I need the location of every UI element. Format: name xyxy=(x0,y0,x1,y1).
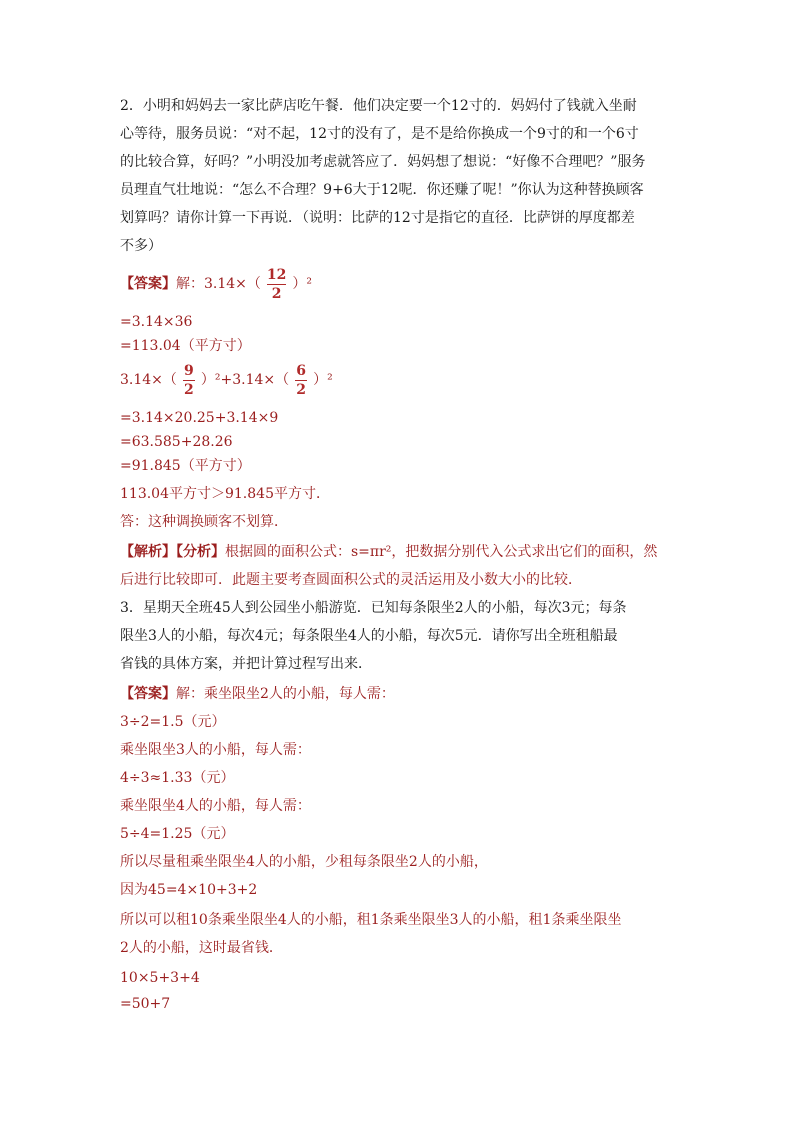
q3-answer-line-7: 因为45=4×10+3+2 xyxy=(120,882,258,898)
q3-answer-line-2: 乘坐限坐3人的小船，每人需： xyxy=(120,742,311,758)
answer-suffix: ）² xyxy=(292,276,313,292)
q3-answer-line-8: 所以可以租10条乘坐限坐4人的小船，租1条乘坐限坐3人的小船，租1条乘坐限坐 xyxy=(120,912,622,928)
q2-line-2: 心等待，服务员说：“对不起，12寸的没有了，是不是给你换成一个9寸的和一个6寸 xyxy=(120,126,639,142)
q3-line-3: 省钱的具体方案，并把计算过程写出来． xyxy=(120,656,372,672)
answer-tag: 【答案】 xyxy=(120,276,176,292)
fraction-12-over-2 xyxy=(267,268,286,301)
q2-step-3: =3.14×20.25+3.14×9 xyxy=(120,410,279,426)
q2-analysis-line-1 xyxy=(120,542,680,562)
q2-comparison-line xyxy=(120,362,680,398)
line-b-suffix: ）² xyxy=(313,372,333,388)
q2-analysis-line-2: 后进行比较即可．此题主要考查圆面积公式的灵活运用及小数大小的比较． xyxy=(120,572,582,588)
analysis-tag: 【解析】【分析】 xyxy=(120,544,225,560)
q2-line-3: 的比较合算，好吗？”小明没加考虑就答应了．妈妈想了想说：“好像不合理吧？”服务 xyxy=(120,154,646,170)
line-b-mid: ）²+3.14×（ xyxy=(200,372,290,388)
q3-answer-line-5: 5÷4=1.25（元） xyxy=(120,826,235,842)
q2-line-6: 不多） xyxy=(120,238,162,254)
fraction-numerator: 9 xyxy=(184,362,194,379)
q3-answer-line-3: 4÷3≈1.33（元） xyxy=(120,770,235,786)
q2-step-2: =113.04（平方寸） xyxy=(120,338,251,354)
q2-step-4: =63.585+28.26 xyxy=(120,434,233,450)
q3-answer-first: 解：乘坐限坐2人的小船，每人需： xyxy=(176,686,395,702)
q2-comparison-result: 113.04平方寸＞91.845平方寸． xyxy=(120,486,330,502)
fraction-bar xyxy=(295,380,307,381)
q2-step-1: =3.14×36 xyxy=(120,314,193,330)
q3-answer-line-11: =50+7 xyxy=(120,996,171,1012)
fraction-denominator: 2 xyxy=(296,381,307,398)
answer-tag: 【答案】 xyxy=(120,686,176,702)
q2-answer-line xyxy=(120,266,680,302)
fraction-numerator: 12 xyxy=(266,266,287,283)
q2-line-1: 2．小明和妈妈去一家比萨店吃午餐．他们决定要一个12寸的．妈妈付了钱就入坐耐 xyxy=(120,98,637,114)
fraction-bar xyxy=(267,284,286,285)
q2-line-4: 员理直气壮地说：“怎么不合理？9+6大于12呢．你还赚了呢！”你认为这种替换顾客 xyxy=(120,182,644,198)
line-b-prefix: 3.14×（ xyxy=(120,372,177,388)
q3-line-1: 3．星期天全班45人到公园坐小船游览．已知每条限坐2人的小船，每次3元；每条 xyxy=(120,600,627,616)
analysis-text-1: 根据圆的面积公式：s=πr²，把数据分别代入公式求出它们的面积，然 xyxy=(225,544,658,560)
q3-answer-line-1: 3÷2=1.5（元） xyxy=(120,714,226,730)
fraction-numerator: 6 xyxy=(296,362,307,379)
fraction-6-over-2 xyxy=(295,364,307,397)
q2-step-5: =91.845（平方寸） xyxy=(120,458,251,474)
fraction-9-over-2 xyxy=(183,364,195,397)
q3-answer-line-10: 10×5+3+4 xyxy=(120,970,200,986)
q2-conclusion: 答：这种调换顾客不划算． xyxy=(120,514,288,530)
fraction-bar xyxy=(183,380,195,381)
q3-answer-line xyxy=(120,684,680,704)
q3-answer-line-4: 乘坐限坐4人的小船，每人需： xyxy=(120,798,311,814)
q2-line-5: 划算吗？请你计算一下再说．（说明：比萨的12寸是指它的直径．比萨饼的厚度都差 xyxy=(120,210,635,226)
fraction-denominator: 2 xyxy=(271,285,282,302)
answer-prefix: 解：3.14×（ xyxy=(176,276,261,292)
q3-answer-line-9: 2人的小船，这时最省钱． xyxy=(120,940,283,956)
q3-line-2: 限坐3人的小船，每次4元；每条限坐4人的小船，每次5元．请你写出全班租船最 xyxy=(120,628,618,644)
fraction-denominator: 2 xyxy=(184,381,194,398)
q3-answer-line-6: 所以尽量租乘坐限坐4人的小船，少租每条限坐2人的小船， xyxy=(120,854,488,870)
